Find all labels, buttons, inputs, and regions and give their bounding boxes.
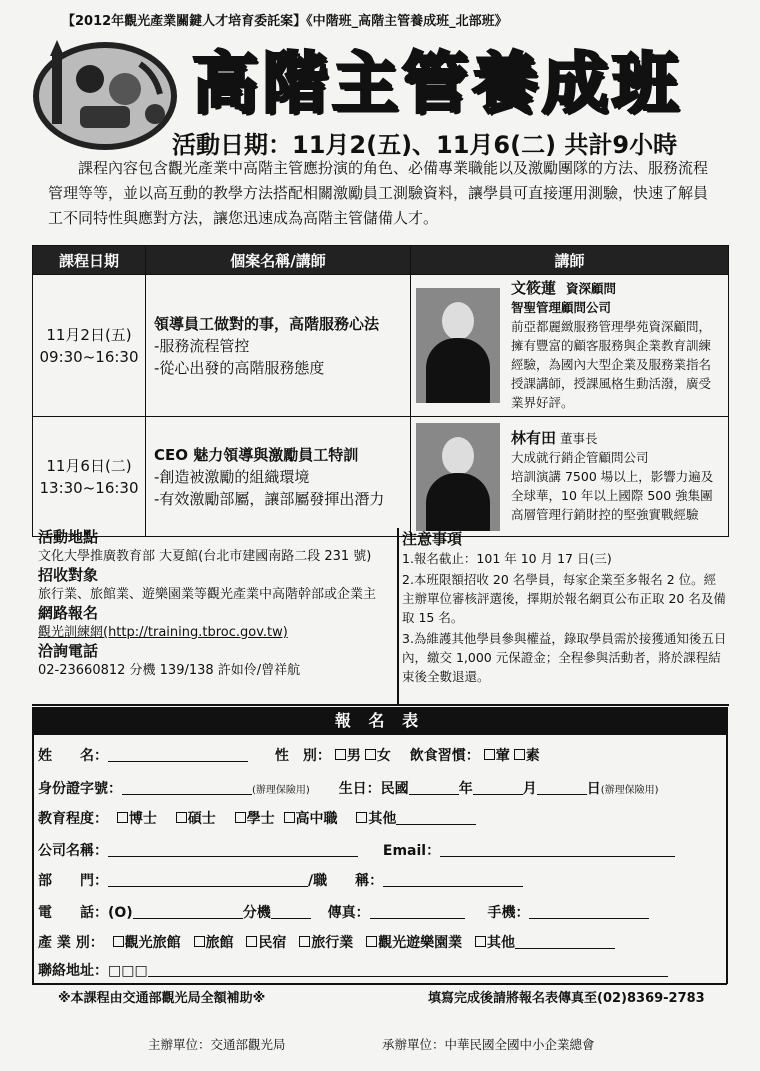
gender-label: 性 別： [274,748,331,764]
mobile-label: 手機： [487,905,530,921]
year-label: 年 [458,781,473,797]
form-row-address [38,960,668,980]
course-cell [146,417,411,537]
edu-option: 其他 [368,811,397,827]
teacher-photo [416,288,500,403]
male-label: 男 [346,748,361,764]
header-date: 課程日期 [33,246,146,275]
edu-option: 學士 [246,811,275,827]
industry-option: 民宿 [258,935,287,951]
phone-text: 02-23660812 分機 139/138 許如伶/曾祥航 [38,663,301,678]
teacher-title: 董事長 [560,431,598,446]
mobile-field[interactable] [529,904,649,919]
industry-option: 旅館 [205,935,234,951]
course-cell [146,275,411,417]
edu-checkbox[interactable] [356,812,367,823]
event-dates: 活動日期：11月2(五)、11月6(二) 共計9小時 [172,131,678,159]
table-row [33,275,729,417]
notes-title: 注意事項 [402,530,463,548]
course-title: CEO 魅力領導與激勵員工特訓 [154,445,359,464]
event-info [38,528,393,680]
header-teacher: 講師 [411,246,729,275]
schedule-table [32,245,729,537]
time-text: 09:30~16:30 [39,347,139,366]
edu-other-field[interactable] [396,810,476,825]
phone-label: 洽詢電話 [38,642,99,660]
meat-checkbox[interactable] [484,749,495,760]
teacher-company: 大成就行銷企管顧問公司 [511,450,649,465]
divider [32,983,727,985]
edu-checkbox[interactable] [176,812,187,823]
edu-option: 博士 [128,811,157,827]
location-label: 活動地點 [38,528,99,546]
divider [32,707,34,984]
female-label: 女 [376,748,391,764]
industry-checkbox[interactable] [366,936,377,947]
veg-checkbox[interactable] [514,749,525,760]
form-row-company [38,840,675,860]
dept-label: 部 門： [38,873,108,889]
form-row-phone [38,902,649,922]
fax-note: 填寫完成後請將報名表傳真至(02)8369-2783 [428,991,705,1006]
form-row-industry [38,932,615,952]
target-label: 招收對象 [38,566,99,584]
teacher-company: 智聖管理顧問公司 [511,300,612,315]
notes [402,530,727,686]
name-field[interactable] [108,747,248,762]
industry-option: 其他 [487,935,515,951]
header-course: 個案名稱/講師 [146,246,411,275]
insurance-note: (辦理保險用) [600,785,659,796]
teacher-bio: 前亞都麗緻服務管理學苑資深顧問，擁有豐富的顧客服務與企業教育訓練經驗，為國內大型企業及服務業指名授課講師，授課風格生動活潑，廣受業界好評。 [511,319,712,410]
id-field[interactable] [122,780,252,795]
day-field[interactable] [537,780,587,795]
address-label: 聯絡地址：□□□ [38,963,148,979]
date-text: 11月2日(五) [46,325,132,344]
online-link[interactable]: 觀光訓練網(http://training.tbroc.gov.tw) [38,625,288,640]
year-field[interactable] [409,780,459,795]
tel-label: 電 話：(O) [38,905,133,921]
teacher-info [505,417,729,537]
company-label: 公司名稱： [38,843,108,859]
company-field[interactable] [108,842,358,857]
note-item: 1.報名截止：101 年 10 月 17 日(三) [402,551,612,566]
birthday-label: 生日：民國 [338,781,409,797]
teacher-name: 林有田 [511,429,557,447]
edu-label: 教育程度： [38,811,108,827]
edu-checkbox[interactable] [284,812,295,823]
intro-paragraph: 課程內容包含觀光產業中高階主管應扮演的角色、必備專業職能以及激勵團隊的方法、服務流程管理等等，並以高互動的教學方法搭配相關激勵員工測驗資料，讓學員可直接運用測驗，快速了解員工不同特性與應對方法，讓您迅速成為高階主管儲備人才。 [48,159,709,227]
subsidy-note: ※本課程由交通部觀光局全額補助※ [58,991,266,1006]
teacher-photo-cell [411,275,506,417]
month-label: 月 [522,781,537,797]
time-text: 13:30~16:30 [39,478,139,497]
meat-label: 葷 [495,748,510,764]
job-label: /職 稱： [308,873,384,889]
location-text: 文化大學推廣教育部 大夏館(台北市建國南路二段 231 號) [38,549,372,564]
teacher-photo-cell [411,417,506,537]
date-text: 11月6日(二) [46,456,132,475]
top-line: 【2012年觀光產業關鍵人才培育委託案】《中階班_高階主管養成班_北部班》 [62,14,508,29]
male-checkbox[interactable] [335,749,346,760]
form-title: 報 名 表 [32,707,727,735]
note-item: 2.本班限額招收 20 名學員，每家企業至多報名 2 位。經主辦單位審核評選後，擇期於報名網頁公布正取 20 名及備取 15 名。 [402,572,726,625]
dept-field[interactable] [108,872,308,887]
edu-checkbox[interactable] [235,812,246,823]
month-field[interactable] [473,780,523,795]
industry-option: 觀光遊樂園業 [378,935,463,951]
industry-checkbox[interactable] [246,936,257,947]
edu-option: 碩士 [187,811,216,827]
fax-label: 傳真： [327,905,370,921]
tel-field[interactable] [133,904,243,919]
page-title: 高階主管養成班 [192,45,682,122]
industry-option: 觀光旅館 [124,935,181,951]
edu-checkbox[interactable] [117,812,128,823]
email-field[interactable] [440,842,675,857]
travel-collage-logo [30,34,180,152]
name-label: 姓 名： [38,748,108,764]
teacher-bio: 培訓演講 7500 場以上，影響力遍及全球華，10 年以上國際 500 強集團高層管理行銷財控的堅強實戰經驗 [511,469,714,522]
online-label: 網路報名 [38,604,99,622]
industry-option: 旅行業 [311,935,354,951]
female-checkbox[interactable] [365,749,376,760]
edu-option: 高中職 [295,811,338,827]
divider [397,528,399,704]
course-point: -有效激勵部屬，讓部屬發揮出潛力 [154,489,385,508]
session-date [33,275,146,417]
form-row-dept [38,870,523,890]
note-item: 3.為維護其他學員參與權益，錄取學員需於接獲通知後五日內，繳交 1,000 元保證金；全程參與活動者，將於課程結束後全數退還。 [402,631,727,684]
industry-checkbox[interactable] [113,936,124,947]
course-title: 領導員工做對的事，高階服務心法 [154,314,380,333]
course-point: -從心出發的高階服務態度 [154,358,325,377]
industry-checkbox[interactable] [475,936,486,947]
industry-checkbox[interactable] [299,936,310,947]
organizer: 主辦單位：交通部觀光局 [148,1037,286,1052]
teacher-photo [416,423,500,531]
teacher-name: 文筱蓮 [511,279,557,297]
contractor: 承辦單位：中華民國全國中小企業總會 [382,1037,595,1052]
email-label: Email： [382,843,441,859]
table-row [33,417,729,537]
course-point: -服務流程管控 [154,336,250,355]
address-field[interactable] [148,962,668,977]
form-row-id [38,778,659,798]
form-row-name [38,745,540,765]
divider [32,704,729,706]
industry-checkbox[interactable] [194,936,205,947]
day-label: 日 [586,781,601,797]
form-row-education [38,808,476,828]
industry-label: 產 業 別： [38,935,104,951]
course-point: -創造被激勵的組織環境 [154,467,310,486]
session-date [33,417,146,537]
target-text: 旅行業、旅館業、遊樂園業等觀光產業中高階幹部或企業主 [38,587,377,602]
divider [726,707,728,984]
fax-field[interactable] [370,904,465,919]
industry-other-field[interactable] [515,934,615,949]
ext-label: 分機 [242,905,271,921]
insurance-note: (辦理保險用) [252,785,310,796]
teacher-info [505,275,729,417]
teacher-title: 資深顧問 [566,281,617,296]
veg-label: 素 [525,748,540,764]
diet-label: 飲食習慣： [409,748,480,764]
job-field[interactable] [383,872,523,887]
id-label: 身份證字號： [38,781,122,797]
ext-field[interactable] [271,904,311,919]
